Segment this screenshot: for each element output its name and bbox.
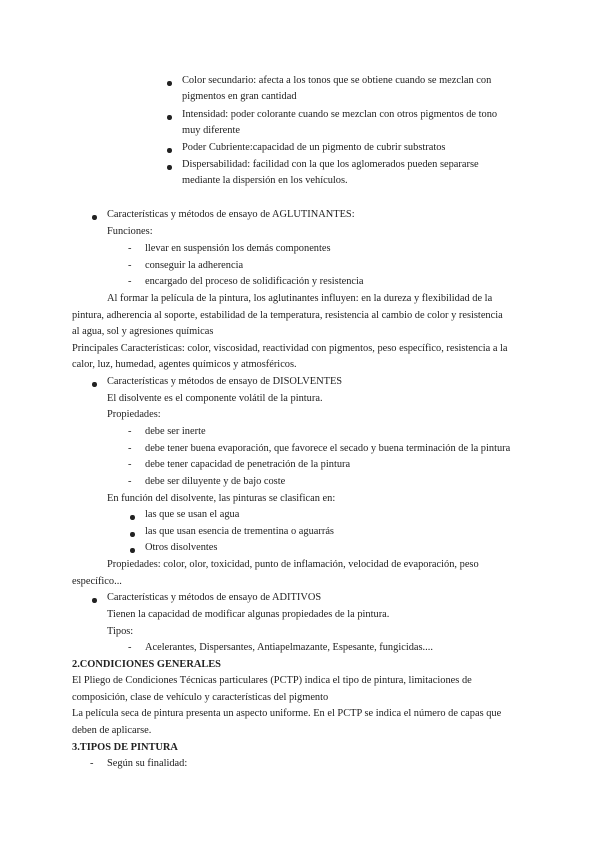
text-line: Dispersabilidad: facilidad con la que los aglomerados pueden separarse xyxy=(182,159,479,170)
text-line: muy diferente xyxy=(182,125,240,136)
text-line: El disolvente es el componente volátil de la pintura. xyxy=(107,393,323,404)
paragraph-line: Propiedades: color, olor, toxicidad, punto de inflamación, velocidad de evaporación, peso xyxy=(107,559,479,570)
list-item: las que usan esencia de trementina o aguarrás xyxy=(145,526,334,537)
list-item: llevar en suspensión los demás componentes xyxy=(145,243,331,254)
text-line: mediante la dispersión en los vehículos. xyxy=(182,175,348,186)
section-heading: Características y métodos de ensayo de DISOLVENTES xyxy=(107,376,343,387)
paragraph-line: deben de aplicarse. xyxy=(72,725,152,736)
dash-marker: - xyxy=(128,642,132,653)
list-item: debe tener capacidad de penetración de la pintura xyxy=(145,459,351,470)
list-item: Acelerantes, Dispersantes, Antiapelmazante, Espesante, fungicidas.... xyxy=(145,642,433,653)
dash-marker: - xyxy=(128,426,132,437)
paragraph-line: calor, luz, humedad, agentes químicos y atmosféricos. xyxy=(72,359,297,370)
text-line: Tienen la capacidad de modificar algunas propiedades de la pintura. xyxy=(107,609,390,620)
section-heading: Características y métodos de ensayo de ADITIVOS xyxy=(107,592,322,603)
text-line: Color secundario: afecta a los tonos que se obtiene cuando se mezclan con xyxy=(182,75,492,86)
dash-marker: - xyxy=(90,758,94,769)
list-item: conseguir la adherencia xyxy=(145,260,244,271)
paragraph-line: La película seca de pintura presenta un aspecto uniforme. En el PCTP se indica el número de capas que xyxy=(72,708,502,719)
bullet-icon xyxy=(130,532,135,537)
bullet-icon xyxy=(167,165,172,170)
text-line: Tipos: xyxy=(107,626,134,637)
list-item: Otros disolventes xyxy=(145,542,218,553)
bullet-icon xyxy=(92,382,97,387)
bullet-icon xyxy=(92,215,97,220)
paragraph-line: al agua, sol y agresiones químicas xyxy=(72,326,214,337)
list-item: debe ser diluyente y de bajo coste xyxy=(145,476,286,487)
text-line: pigmentos en gran cantidad xyxy=(182,91,297,102)
text-line: Funciones: xyxy=(107,226,153,237)
dash-marker: - xyxy=(128,243,132,254)
dash-marker: - xyxy=(128,260,132,271)
text-line: Intensidad: poder colorante cuando se mezclan con otros pigmentos de tono xyxy=(182,109,498,120)
section-heading: 2.CONDICIONES GENERALES xyxy=(72,659,221,670)
bullet-icon xyxy=(167,148,172,153)
list-item: Según su finalidad: xyxy=(107,758,188,769)
bullet-icon xyxy=(92,598,97,603)
bullet-icon xyxy=(167,81,172,86)
paragraph-line: El Pliego de Condiciones Técnicas particulares (PCTP) indica el tipo de pintura, limitaciones de xyxy=(72,675,472,686)
text-line: Propiedades: xyxy=(107,409,161,420)
dash-marker: - xyxy=(128,443,132,454)
section-heading: Características y métodos de ensayo de AGLUTINANTES: xyxy=(107,209,355,220)
dash-marker: - xyxy=(128,459,132,470)
dash-marker: - xyxy=(128,476,132,487)
text-line: Poder Cubriente:capacidad de un pigmento de cubrir substratos xyxy=(182,142,446,153)
paragraph-line: específico... xyxy=(72,576,122,587)
list-item: encargado del proceso de solidificación y resistencia xyxy=(145,276,364,287)
bullet-icon xyxy=(167,115,172,120)
paragraph-line: Principales Características: color, viscosidad, reactividad con pigmentos, peso específico, resistencia a la xyxy=(72,343,508,354)
list-item: debe tener buena evaporación, que favorece el secado y buena terminación de la pintura xyxy=(145,443,511,454)
paragraph-line: Al formar la película de la pintura, los aglutinantes influyen: en la dureza y flexibilidad de la xyxy=(107,293,493,304)
paragraph-line: composición, clase de vehículo y características del pigmento xyxy=(72,692,329,703)
list-item: debe ser inerte xyxy=(145,426,206,437)
bullet-icon xyxy=(130,548,135,553)
section-heading: 3.TIPOS DE PINTURA xyxy=(72,742,178,753)
bullet-icon xyxy=(130,515,135,520)
dash-marker: - xyxy=(128,276,132,287)
text-line: En función del disolvente, las pinturas se clasifican en: xyxy=(107,493,336,504)
paragraph-line: pintura, adherencia al soporte, estabilidad de la temperatura, resistencia al cambio de color y resistencia xyxy=(72,310,503,321)
list-item: las que se usan el agua xyxy=(145,509,240,520)
